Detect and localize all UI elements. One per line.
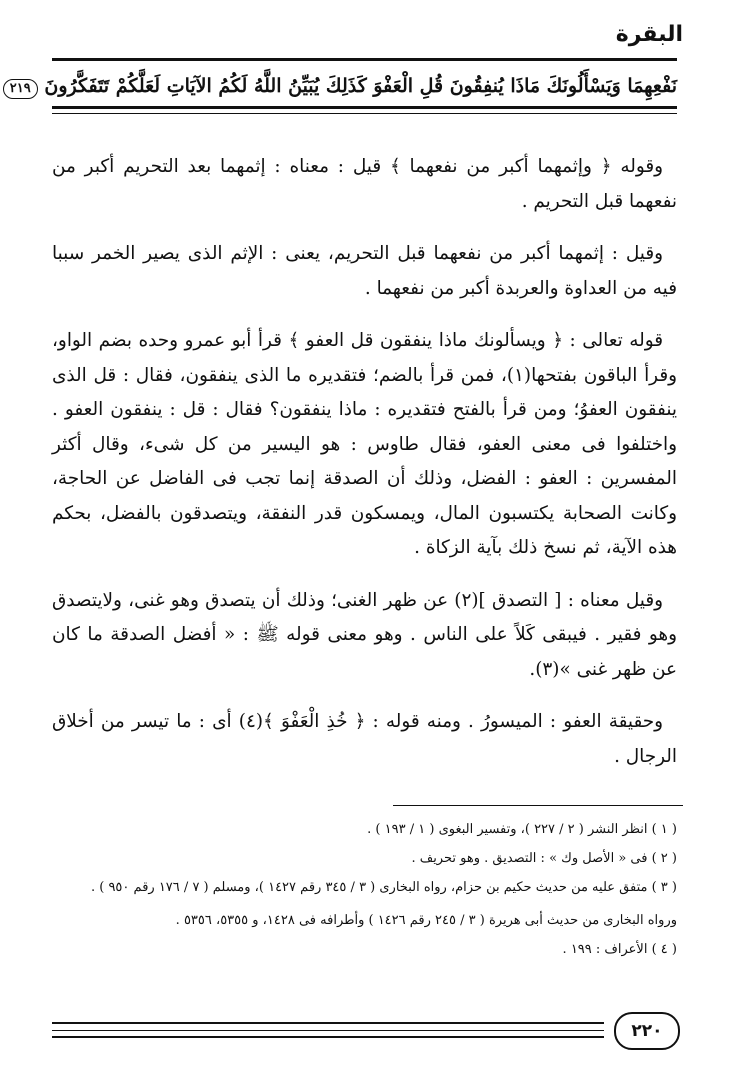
paragraph: وقوله ﴿ وإثمهما أكبر من نفعهما ﴾ قيل : معناه : إثمهما بعد التحريم أكبر من نفعهما قبل التحريم . <box>52 156 677 212</box>
verse-header-line <box>9 74 677 99</box>
verse-text: نَفْعِهِمَا وَيَسْأَلُونَكَ مَاذَا يُنفِقُونَ قُلِ الْعَفْوَ كَذَلِكَ يُبَيِّنُ اللَّهُ لَكُمُ الآيَاتِ لَعَلَّكُمْ تَتَفَكَّرُونَ <box>44 75 677 97</box>
paragraph: وقيل : إثمهما أكبر من نفعهما قبل التحريم، يعنى : الإثم الذى يصير الخمر سببا فيه من العداوة والعربدة أكبر من نفعهما . <box>52 243 677 299</box>
footer-rule <box>52 1036 604 1038</box>
ayah-number-badge: ٢١٩ <box>3 79 38 99</box>
paragraph: وقيل معناه : [ التصدق ](٢) عن ظهر الغنى؛ وذلك أن يتصدق وهو غنى، ولايتصدق وهو فقير . فيبقى كَلاً على الناس . وهو معنى قوله ﷺ : « أفضل الصدقة ما كان عن ظهر غنى »(٣). <box>52 589 677 680</box>
footnote: ( ٢ ) فى « الأصل وك » : التصديق . وهو تحريف . <box>411 851 677 866</box>
header-bottom-rule <box>52 106 677 109</box>
header-top-rule <box>52 58 677 61</box>
footnote: ( ١ ) انظر النشر ( ٢ / ٢٢٧ )، وتفسير البغوى ( ١ / ١٩٣ ) . <box>367 822 677 837</box>
commentary-body <box>52 150 677 774</box>
footnote-separator <box>393 805 683 806</box>
page-number: ٢٢٠ <box>614 1012 680 1050</box>
footer-rule <box>52 1030 604 1031</box>
footnote-continuation: ورواه البخارى من حديث أبى هريرة ( ٣ / ٢٤٥ رقم ١٤٢٦ ) وأطرافه فى ١٤٢٨، و ٥٣٥٥، ٥٣٥٦ . <box>175 913 677 928</box>
footnote: ( ٣ ) متفق عليه من حديث حكيم بن حزام، رواه البخارى ( ٣ / ٣٤٥ رقم ١٤٢٧ )، ومسلم ( ٧ / ١٧٦ رقم ٩٥٠ ) . <box>90 880 677 895</box>
footnote: ( ٤ ) الأعراف : ١٩٩ . <box>562 942 677 957</box>
footer-rule <box>52 1022 604 1024</box>
header-bottom-thin-rule <box>52 113 677 114</box>
footnotes <box>52 816 677 965</box>
surah-title: البقرة <box>615 22 683 47</box>
paragraph: قوله تعالى : ﴿ ويسألونك ماذا ينفقون قل العفو ﴾ قرأ أبو عمرو وحده بضم الواو، وقرأ الباقون بفتحها(١)، فمن قرأ بالضم؛ فتقديره ما الذى ينفقون، فقال : قل الذى ينفقون العفوُ؛ ومن قرأ بالفتح فتقديره : ماذا ينفقون؟ فقال : قل : ينفقون العفو . واختلفوا فى معنى العفو، فقال طاوس : هو اليسير من كل شىء، وقال أكثر المفسرين : العفو : الفضل، وذلك أن الصدقة إنما تجب فى الفاضل عن الحاجة، وكانت الصحابة يكتسبون المال، ويمسكون قدر النفقة، ويتصدقون بالفضل، بحكم هذه الآية، ثم نسخ ذلك بآية الزكاة . <box>52 330 677 558</box>
paragraph: وحقيقة العفو : الميسورُ . ومنه قوله : ﴿ خُذِ الْعَفْوَ ﴾(٤) أى : ما تيسر من أخلاق الرجال . <box>52 711 677 767</box>
